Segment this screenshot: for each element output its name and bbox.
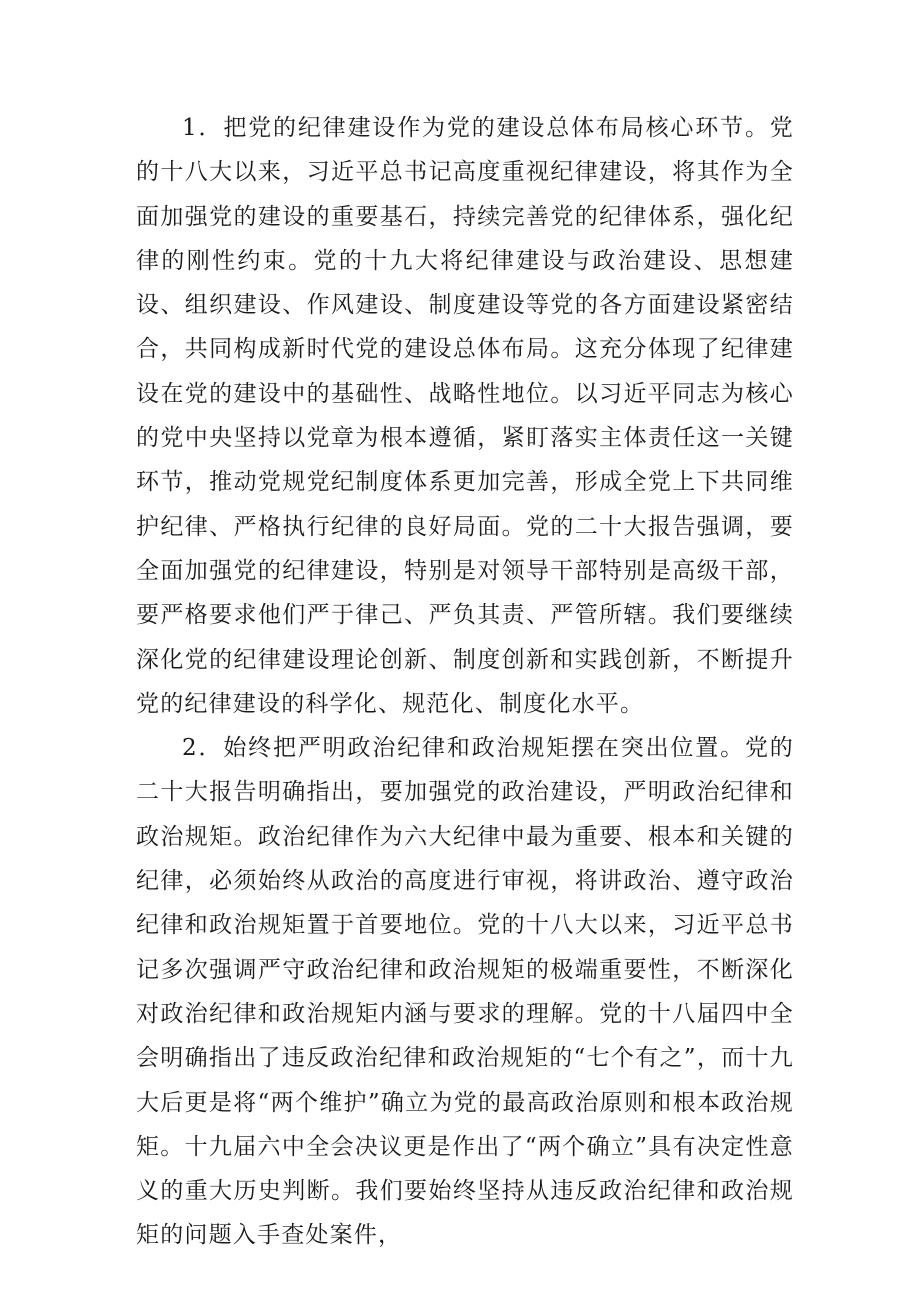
paragraph-political-discipline: 2．始终把严明政治纪律和政治规矩摆在突出位置。党的二十大报告明确指出，要加强党的政治建设，严明政治纪律和政治规矩。政治纪律作为六大纪律中最为重要、根本和关键的纪律，必须始终从政治的高度进行审视，将讲政治、遵守政治纪律和政治规矩置于首要地位。党的十八大以来，习近平总书记多次强调严守政治纪律和政治规矩的极端重要性，不断深化对政治纪律和政治规矩内涵与要求的理解。党的十八届四中全会明确指出了违反政治纪律和政治规矩的“七个有之”，而十九大后更是将“两个维护”确立为党的最高政治原则和根本政治规矩。十九届六中全会决议更是作出了“两个确立”具有决定性意义的重大历史判断。我们要始终坚持从违反政治纪律和政治规矩的问题入手查处案件，	[136, 735, 794, 1249]
paragraph-discipline-construction: 1．把党的纪律建设作为党的建设总体布局核心环节。党的十八大以来，习近平总书记高度重视纪律建设，将其作为全面加强党的建设的重要基石，持续完善党的纪律体系，强化纪律的刚性约束。党的十九大将纪律建设与政治建设、思想建设、组织建设、作风建设、制度建设等党的各方面建设紧密结合，共同构成新时代党的建设总体布局。这充分体现了纪律建设在党的建设中的基础性、战略性地位。以习近平同志为核心的党中央坚持以党章为根本遵循，紧盯落实主体责任这一关键环节，推动党规党纪制度体系更加完善，形成全党上下共同维护纪律、严格执行纪律的良好局面。党的二十大报告强调，要全面加强党的纪律建设，特别是对领导干部特别是高级干部，要严格要求他们严于律己、严负其责、严管所辖。我们要继续深化党的纪律建设理论创新、制度创新和实践创新，不断提升党的纪律建设的科学化、规范化、制度化水平。	[136, 115, 794, 717]
document-body	[136, 106, 794, 1258]
